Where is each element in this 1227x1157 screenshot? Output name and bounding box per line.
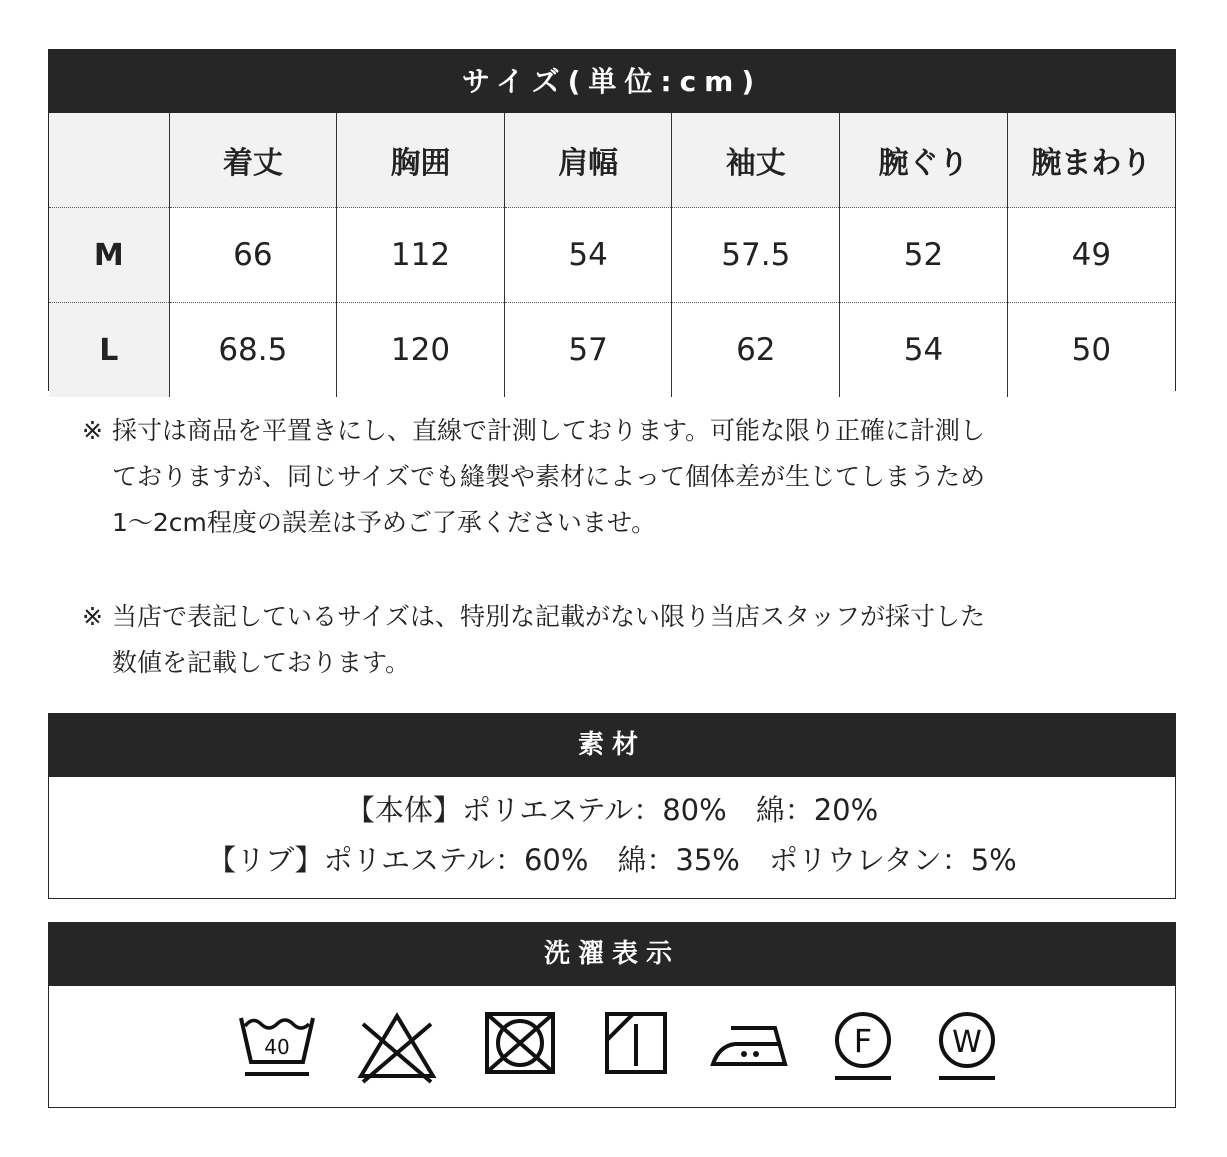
table-cell: 54 xyxy=(840,303,1008,398)
note-line: ておりますが、同じサイズでも縫製や素材によって個体差が生じてしまうため xyxy=(112,462,986,491)
wash-care-panel xyxy=(48,922,1176,1108)
note-line: 数値を記載しております。 xyxy=(112,648,411,677)
no-bleach-icon xyxy=(357,1010,437,1085)
dry-clean-f-icon xyxy=(831,1010,895,1084)
table-cell: 49 xyxy=(1007,208,1175,303)
size-section-title: サイズ(単位:cm) xyxy=(49,50,1175,113)
table-cell: 57.5 xyxy=(672,208,840,303)
size-table-panel xyxy=(48,49,1176,391)
material-line-rib: 【リブ】ポリエステル：60% 綿：35% ポリウレタン：5% xyxy=(207,843,1017,877)
material-section-title: 素材 xyxy=(49,714,1175,777)
header-corner xyxy=(49,113,169,208)
header-sleeve: 袖丈 xyxy=(672,113,840,208)
header-chest: 胸囲 xyxy=(337,113,505,208)
note-line: 当店で表記しているサイズは、特別な記載がない限り当店スタッフが採寸した xyxy=(112,602,986,631)
staff-measurement-note xyxy=(82,594,1162,686)
wet-clean-label: W xyxy=(952,1025,982,1060)
table-cell: 68.5 xyxy=(169,303,337,398)
no-tumble-dry-icon xyxy=(483,1010,557,1076)
note-line: 1～2cm程度の誤差は予めご了承くださいませ。 xyxy=(112,508,657,537)
table-cell: 54 xyxy=(504,208,672,303)
size-table xyxy=(49,113,1175,397)
table-cell: 112 xyxy=(337,208,505,303)
note-mark: ※ xyxy=(82,602,103,631)
material-line-body: 【本体】ポリエステル：80% 綿：20% xyxy=(345,793,879,827)
size-label: L xyxy=(49,303,169,398)
line-dry-shade-icon xyxy=(603,1010,669,1076)
header-arm-circumference: 腕まわり xyxy=(1007,113,1175,208)
table-cell: 120 xyxy=(337,303,505,398)
measurement-note xyxy=(82,408,1162,546)
table-cell: 62 xyxy=(672,303,840,398)
header-length: 着丈 xyxy=(169,113,337,208)
header-shoulder: 肩幅 xyxy=(504,113,672,208)
table-cell: 66 xyxy=(169,208,337,303)
note-line: 採寸は商品を平置きにし、直線で計測しております。可能な限り正確に計測し xyxy=(112,416,986,445)
table-cell: 52 xyxy=(840,208,1008,303)
dry-clean-label: F xyxy=(853,1022,873,1060)
wet-clean-w-icon xyxy=(935,1010,999,1084)
size-label: M xyxy=(49,208,169,303)
table-cell: 57 xyxy=(504,303,672,398)
wash-section-title: 洗濯表示 xyxy=(49,923,1175,986)
material-panel xyxy=(48,713,1176,899)
table-row xyxy=(49,208,1175,303)
wash-temperature-label: 40 xyxy=(264,1035,290,1059)
size-table-header-row xyxy=(49,113,1175,208)
table-cell: 50 xyxy=(1007,303,1175,398)
wash-tub-40-icon xyxy=(237,1010,317,1080)
note-mark: ※ xyxy=(82,416,103,445)
iron-low-icon xyxy=(709,1010,793,1076)
table-row xyxy=(49,303,1175,398)
header-armhole: 腕ぐり xyxy=(840,113,1008,208)
